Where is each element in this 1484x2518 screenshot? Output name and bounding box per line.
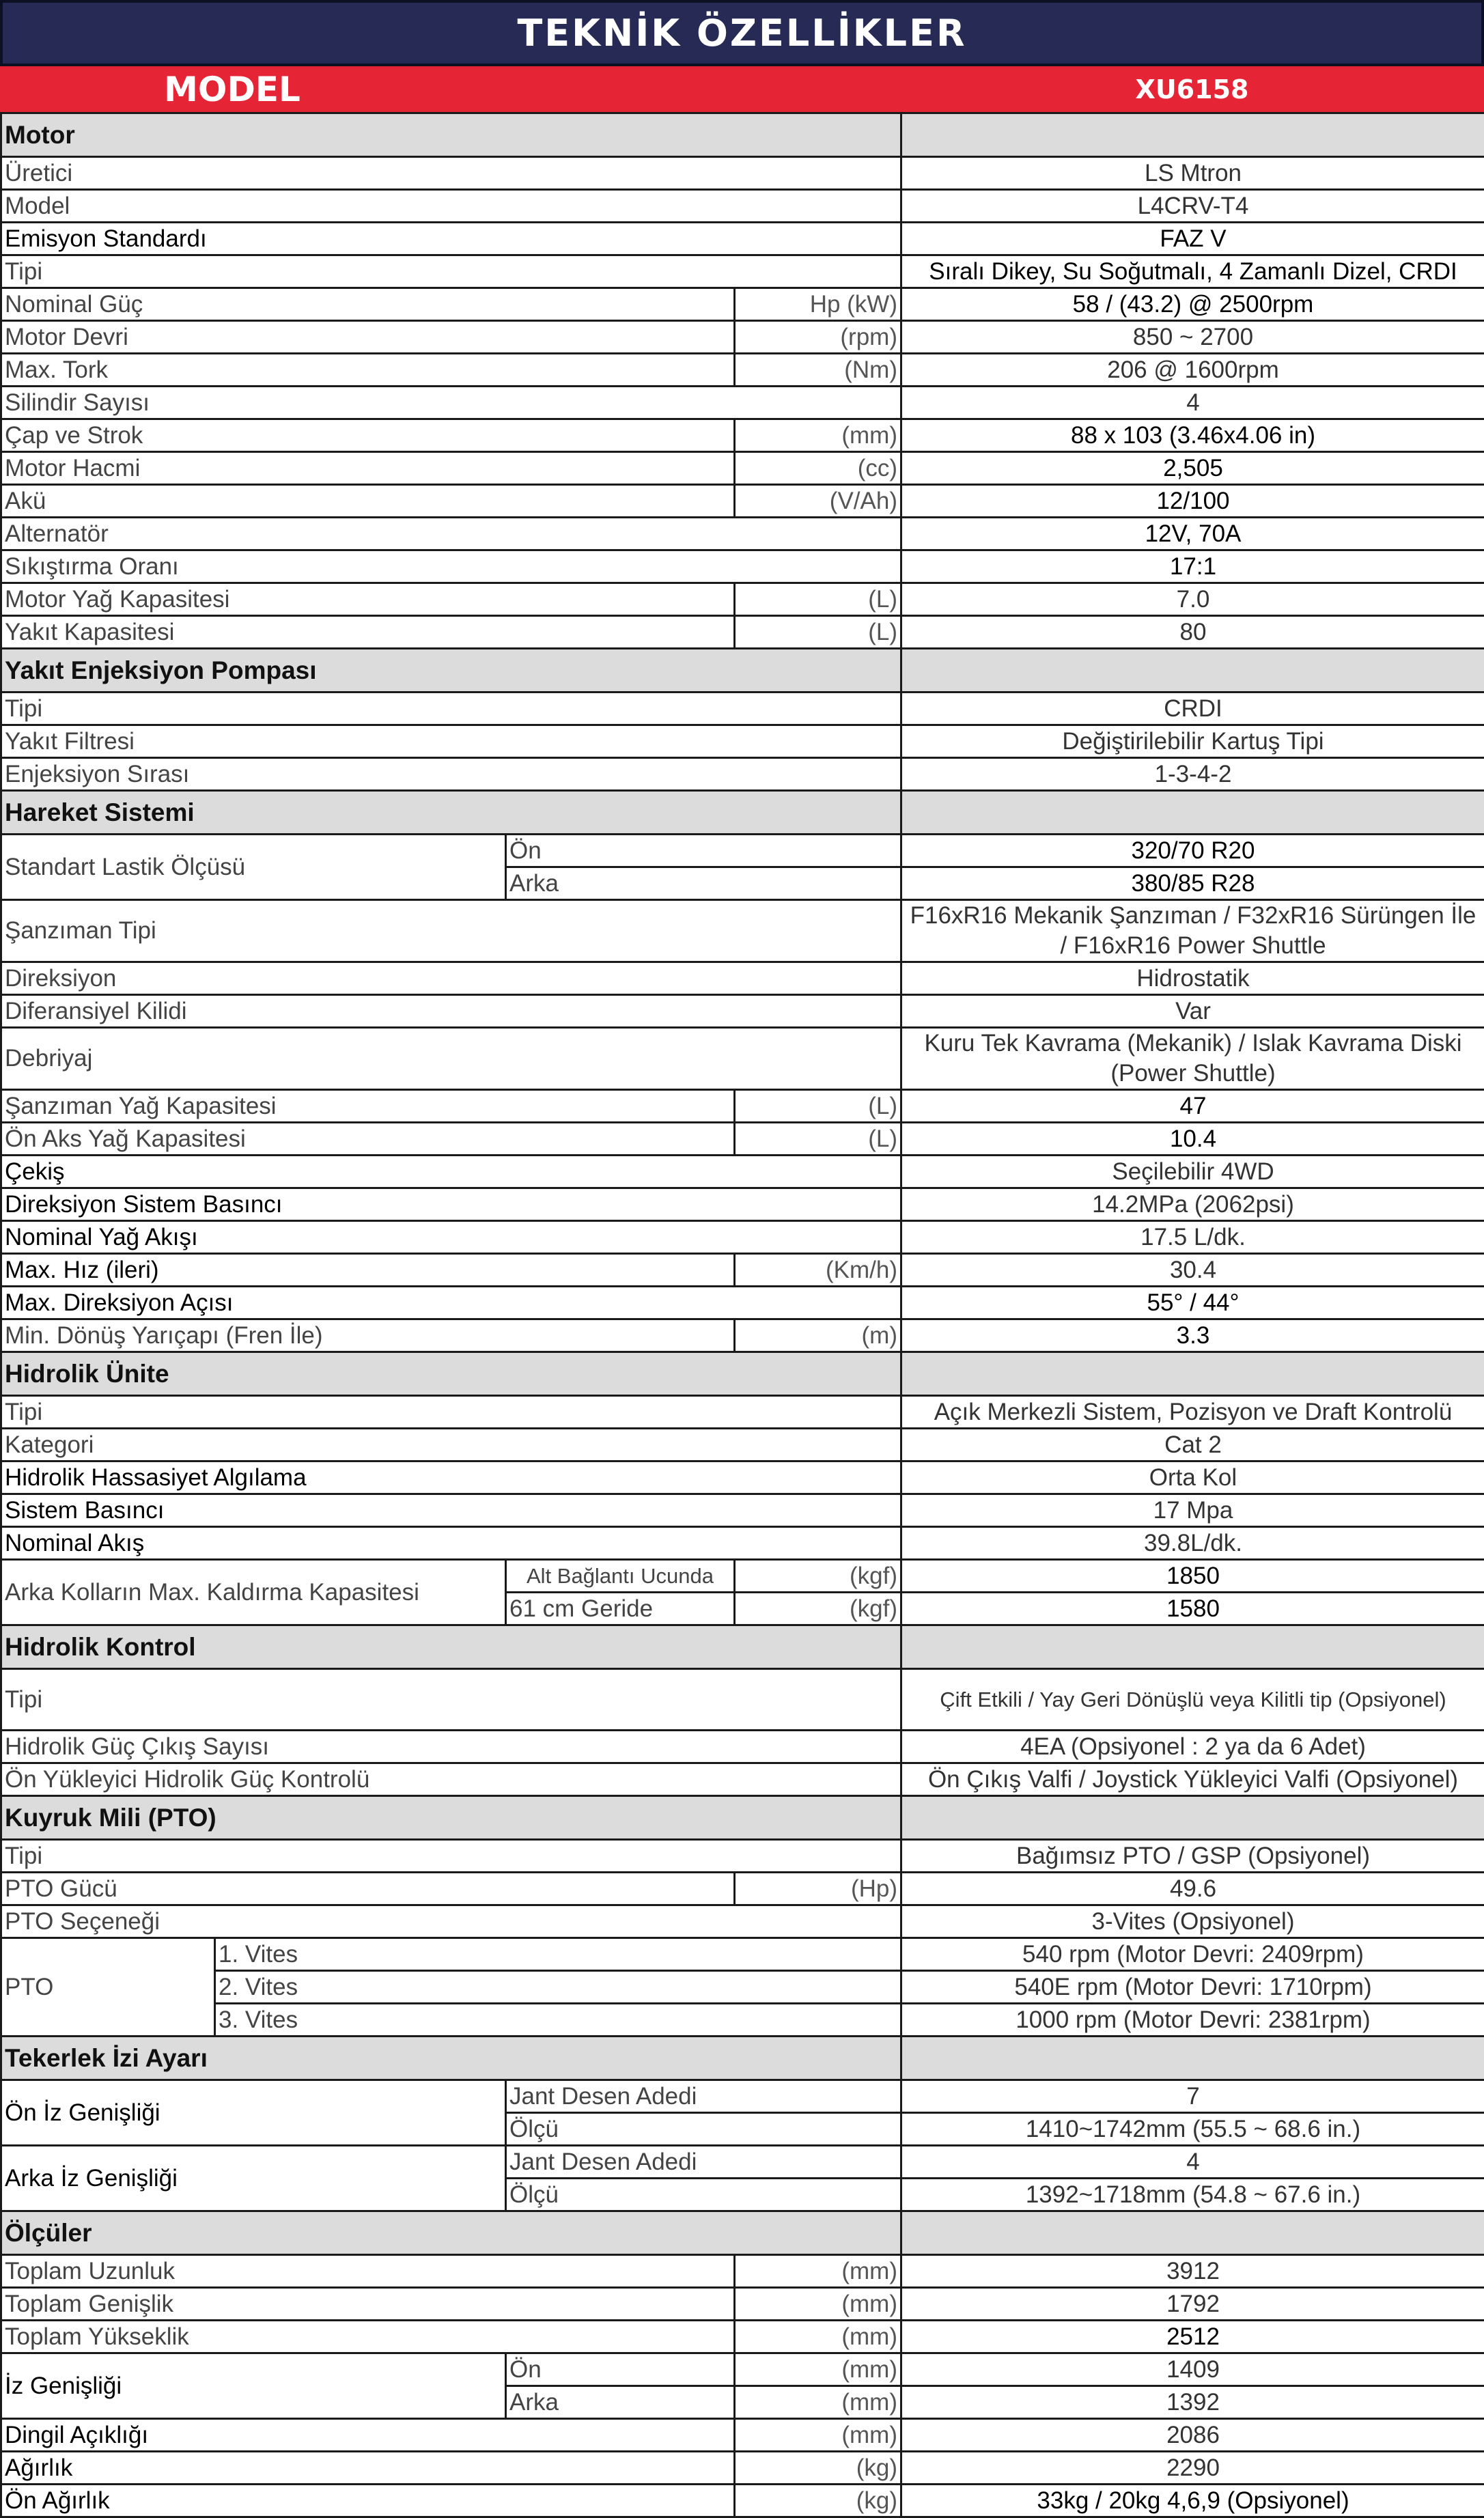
spec-value: 3.3 [901,1319,1484,1352]
spec-row [1,1527,1484,1560]
spec-sub-row [1,2353,1484,2386]
spec-value: Bağımsız PTO / GSP (Opsiyonel) [901,1840,1484,1873]
spec-label: Hidrolik Hassasiyet Algılama [1,1461,901,1494]
spec-value: 2086 [901,2419,1484,2452]
spec-label: Max. Direksiyon Açısı [1,1287,901,1319]
spec-row [1,1028,1484,1090]
spec-label: Çekiş [1,1156,901,1188]
spec-unit: (kgf) [735,1560,901,1593]
spec-row [1,1840,1484,1873]
spec-label: Nominal Güç [1,288,735,321]
spec-label: Tipi [1,693,901,725]
section-header-value-cell [901,2211,1484,2255]
spec-value: 55° / 44° [901,1287,1484,1319]
spec-label: Debriyaj [1,1028,901,1090]
spec-row [1,2255,1484,2288]
spec-unit: (mm) [735,2353,901,2386]
section-header-value-cell [901,113,1484,157]
spec-label: Min. Dönüş Yarıçapı (Fren İle) [1,1319,735,1352]
spec-value: 10.4 [901,1123,1484,1156]
spec-value: F16xR16 Mekanik Şanzıman / F32xR16 Sürüngen İle / F16xR16 Power Shuttle [901,900,1484,962]
section-header-row [1,1352,1484,1396]
spec-unit: (Hp) [735,1873,901,1905]
spec-value: 1409 [901,2353,1484,2386]
spec-value: 320/70 R20 [901,835,1484,867]
spec-value: Cat 2 [901,1429,1484,1461]
spec-label: Çap ve Strok [1,419,735,452]
spec-row [1,223,1484,255]
spec-row [1,255,1484,288]
spec-table [0,112,1484,2518]
spec-label: Hidrolik Güç Çıkış Sayısı [1,1731,901,1763]
spec-label: Ön Aks Yağ Kapasitesi [1,1123,735,1156]
spec-label: Şanzıman Tipi [1,900,901,962]
spec-value: 850 ~ 2700 [901,321,1484,354]
spec-row [1,2419,1484,2452]
spec-row [1,387,1484,419]
section-header-row [1,113,1484,157]
spec-unit: (mm) [735,2255,901,2288]
spec-unit: (L) [735,616,901,649]
spec-value: 12V, 70A [901,518,1484,550]
spec-row [1,1494,1484,1527]
spec-value: 3-Vites (Opsiyonel) [901,1905,1484,1938]
spec-value: 4 [901,387,1484,419]
spec-row [1,321,1484,354]
spec-row [1,616,1484,649]
spec-sub-row [1,1560,1484,1593]
spec-sublabel: Jant Desen Adedi [506,2080,901,2113]
spec-label: Max. Hız (ileri) [1,1254,735,1287]
spec-label: Akü [1,485,735,518]
spec-row [1,157,1484,190]
spec-label: İz Genişliği [1,2353,506,2419]
spec-sublabel: 2. Vites [215,1971,901,2004]
spec-value: Çift Etkili / Yay Geri Dönüşlü veya Kilitli tip (Opsiyonel) [901,1669,1484,1731]
spec-value: 17 Mpa [901,1494,1484,1527]
spec-value: 33kg / 20kg 4,6,9 (Opsiyonel) [901,2485,1484,2517]
spec-value: 540 rpm (Motor Devri: 2409rpm) [901,1938,1484,1971]
spec-label: Şanzıman Yağ Kapasitesi [1,1090,735,1123]
spec-value: LS Mtron [901,157,1484,190]
spec-label: Alternatör [1,518,901,550]
spec-unit: (rpm) [735,321,901,354]
spec-label: Ön Ağırlık [1,2485,735,2517]
spec-row [1,1873,1484,1905]
spec-label: Nominal Yağ Akışı [1,1221,901,1254]
spec-sublabel: Arka [506,2386,735,2419]
spec-value: 88 x 103 (3.46x4.06 in) [901,419,1484,452]
spec-row [1,1254,1484,1287]
spec-label: Yakıt Filtresi [1,725,901,758]
spec-unit: Hp (kW) [735,288,901,321]
spec-sublabel: Ölçü [506,2179,901,2211]
spec-value: Ön Çıkış Valfi / Joystick Yükleyici Valfi (Opsiyonel) [901,1763,1484,1796]
spec-label: Standart Lastik Ölçüsü [1,835,506,900]
spec-row [1,1123,1484,1156]
spec-label: Yakıt Kapasitesi [1,616,735,649]
spec-value: Var [901,995,1484,1028]
section-header-value-cell [901,791,1484,835]
spec-value: Sıralı Dikey, Su Soğutmalı, 4 Zamanlı Dizel, CRDI [901,255,1484,288]
model-bar [0,66,1484,112]
spec-row [1,2485,1484,2517]
spec-sub-row [1,2146,1484,2179]
section-title: Yakıt Enjeksiyon Pompası [1,649,901,693]
spec-row [1,1319,1484,1352]
spec-label: PTO Seçeneği [1,1905,901,1938]
section-title: Ölçüler [1,2211,901,2255]
spec-label: Sistem Basıncı [1,1494,901,1527]
spec-value: 7 [901,2080,1484,2113]
spec-unit: (V/Ah) [735,485,901,518]
spec-label: Arka İz Genişliği [1,2146,506,2211]
spec-sublabel: Jant Desen Adedi [506,2146,901,2179]
spec-unit: (kg) [735,2485,901,2517]
spec-value: Hidrostatik [901,962,1484,995]
spec-row [1,419,1484,452]
spec-value: 1792 [901,2288,1484,2321]
section-title: Kuyruk Mili (PTO) [1,1796,901,1840]
spec-value: L4CRV-T4 [901,190,1484,223]
spec-value: 1-3-4-2 [901,758,1484,791]
spec-row [1,1763,1484,1796]
spec-label: Enjeksiyon Sırası [1,758,901,791]
spec-unit: (mm) [735,2386,901,2419]
section-header-row [1,1796,1484,1840]
spec-row [1,2452,1484,2485]
spec-row [1,550,1484,583]
spec-row [1,995,1484,1028]
spec-row [1,583,1484,616]
spec-row [1,1429,1484,1461]
section-title: Tekerlek İzi Ayarı [1,2037,901,2080]
spec-value: 1392 [901,2386,1484,2419]
spec-value: 1580 [901,1593,1484,1625]
spec-sublabel: 61 cm Geride [506,1593,735,1625]
spec-label: Sıkıştırma Oranı [1,550,901,583]
spec-row [1,962,1484,995]
spec-sub-row [1,1938,1484,1971]
spec-value: 540E rpm (Motor Devri: 1710rpm) [901,1971,1484,2004]
spec-label: Motor Yağ Kapasitesi [1,583,735,616]
spec-row [1,900,1484,962]
spec-label: Motor Devri [1,321,735,354]
spec-unit: (mm) [735,2419,901,2452]
spec-label: PTO [1,1938,215,2037]
spec-unit: (mm) [735,419,901,452]
section-title: Hidrolik Kontrol [1,1625,901,1669]
spec-value: Açık Merkezli Sistem, Pozisyon ve Draft Kontrolü [901,1396,1484,1429]
section-title: Hidrolik Ünite [1,1352,901,1396]
spec-value: 2,505 [901,452,1484,485]
spec-label: Toplam Genişlik [1,2288,735,2321]
spec-row [1,518,1484,550]
spec-label: Tipi [1,1669,901,1731]
spec-unit: (mm) [735,2321,901,2353]
section-header-row [1,649,1484,693]
spec-label: Max. Tork [1,354,735,387]
sheet-title: TEKNİK ÖZELLİKLER [0,0,1484,66]
spec-value: Seçilebilir 4WD [901,1156,1484,1188]
spec-sub-row [1,835,1484,867]
section-header-row [1,1625,1484,1669]
spec-sublabel: 3. Vites [215,2004,901,2037]
spec-value: 380/85 R28 [901,867,1484,900]
spec-row [1,354,1484,387]
spec-label: Emisyon Standardı [1,223,901,255]
spec-label: Dingil Açıklığı [1,2419,735,2452]
spec-label: Üretici [1,157,901,190]
spec-label: Motor Hacmi [1,452,735,485]
spec-value: 1850 [901,1560,1484,1593]
spec-value: 49.6 [901,1873,1484,1905]
spec-sublabel: 1. Vites [215,1938,901,1971]
spec-row [1,1156,1484,1188]
spec-row [1,1905,1484,1938]
spec-value: 1000 rpm (Motor Devri: 2381rpm) [901,2004,1484,2037]
spec-label: Tipi [1,1840,901,1873]
spec-value: 39.8L/dk. [901,1527,1484,1560]
spec-label: Kategori [1,1429,901,1461]
spec-sublabel: Alt Bağlantı Ucunda [506,1560,735,1593]
spec-value: 4 [901,2146,1484,2179]
spec-label: Direksiyon Sistem Basıncı [1,1188,901,1221]
spec-unit: (m) [735,1319,901,1352]
spec-row [1,1396,1484,1429]
section-header-row [1,2211,1484,2255]
spec-sublabel: Ön [506,835,901,867]
spec-unit: (Nm) [735,354,901,387]
spec-value: 1410~1742mm (55.5 ~ 68.6 in.) [901,2113,1484,2146]
spec-label: Nominal Akış [1,1527,901,1560]
spec-row [1,1461,1484,1494]
spec-row [1,190,1484,223]
spec-label: Ağırlık [1,2452,735,2485]
spec-sublabel: Ön [506,2353,735,2386]
section-header-value-cell [901,1352,1484,1396]
spec-value: CRDI [901,693,1484,725]
spec-value: 3912 [901,2255,1484,2288]
spec-label: Toplam Uzunluk [1,2255,735,2288]
spec-label: Direksiyon [1,962,901,995]
spec-value: 17.5 L/dk. [901,1221,1484,1254]
spec-value: 47 [901,1090,1484,1123]
section-header-value-cell [901,649,1484,693]
spec-row [1,485,1484,518]
spec-row [1,758,1484,791]
spec-sublabel: Ölçü [506,2113,901,2146]
section-header-row [1,2037,1484,2080]
spec-value: 30.4 [901,1254,1484,1287]
spec-value: 80 [901,616,1484,649]
spec-value: 14.2MPa (2062psi) [901,1188,1484,1221]
spec-row [1,452,1484,485]
spec-value: 12/100 [901,485,1484,518]
spec-row [1,725,1484,758]
spec-value: 17:1 [901,550,1484,583]
spec-value: Kuru Tek Kavrama (Mekanik) / Islak Kavrama Diski (Power Shuttle) [901,1028,1484,1090]
spec-label: PTO Gücü [1,1873,735,1905]
spec-unit: (kgf) [735,1593,901,1625]
spec-row [1,1287,1484,1319]
spec-value: 2290 [901,2452,1484,2485]
spec-row [1,1188,1484,1221]
section-header-value-cell [901,2037,1484,2080]
section-header-value-cell [901,1796,1484,1840]
section-header-value-cell [901,1625,1484,1669]
spec-label: Arka Kolların Max. Kaldırma Kapasitesi [1,1560,506,1625]
spec-row [1,693,1484,725]
spec-unit: (kg) [735,2452,901,2485]
spec-label: Ön İz Genişliği [1,2080,506,2146]
spec-sublabel: Arka [506,867,901,900]
spec-value: 7.0 [901,583,1484,616]
spec-row [1,1221,1484,1254]
spec-label: Tipi [1,1396,901,1429]
spec-unit: (L) [735,583,901,616]
spec-value: 2512 [901,2321,1484,2353]
spec-value: FAZ V [901,223,1484,255]
spec-row [1,2288,1484,2321]
section-title: Hareket Sistemi [1,791,901,835]
model-value: XU6158 [900,74,1484,104]
spec-row [1,1090,1484,1123]
spec-row [1,1731,1484,1763]
spec-row [1,2321,1484,2353]
spec-value: Orta Kol [901,1461,1484,1494]
spec-unit: (mm) [735,2288,901,2321]
spec-value: 1392~1718mm (54.8 ~ 67.6 in.) [901,2179,1484,2211]
spec-value: Değiştirilebilir Kartuş Tipi [901,725,1484,758]
spec-row [1,288,1484,321]
spec-unit: (L) [735,1090,901,1123]
spec-label: Ön Yükleyici Hidrolik Güç Kontrolü [1,1763,901,1796]
section-header-row [1,791,1484,835]
spec-sub-row [1,2080,1484,2113]
spec-label: Diferansiyel Kilidi [1,995,901,1028]
spec-label: Model [1,190,901,223]
spec-unit: (L) [735,1123,901,1156]
spec-value: 4EA (Opsiyonel : 2 ya da 6 Adet) [901,1731,1484,1763]
spec-value: 58 / (43.2) @ 2500rpm [901,288,1484,321]
spec-label: Tipi [1,255,901,288]
spec-label: Toplam Yükseklik [1,2321,735,2353]
spec-unit: (Km/h) [735,1254,901,1287]
section-title: Motor [1,113,901,157]
spec-sub-row [1,2004,1484,2037]
model-label: MODEL [0,70,464,109]
spec-unit: (cc) [735,452,901,485]
spec-row [1,1669,1484,1731]
spec-label: Silindir Sayısı [1,387,901,419]
spec-sub-row [1,1971,1484,2004]
spec-value: 206 @ 1600rpm [901,354,1484,387]
